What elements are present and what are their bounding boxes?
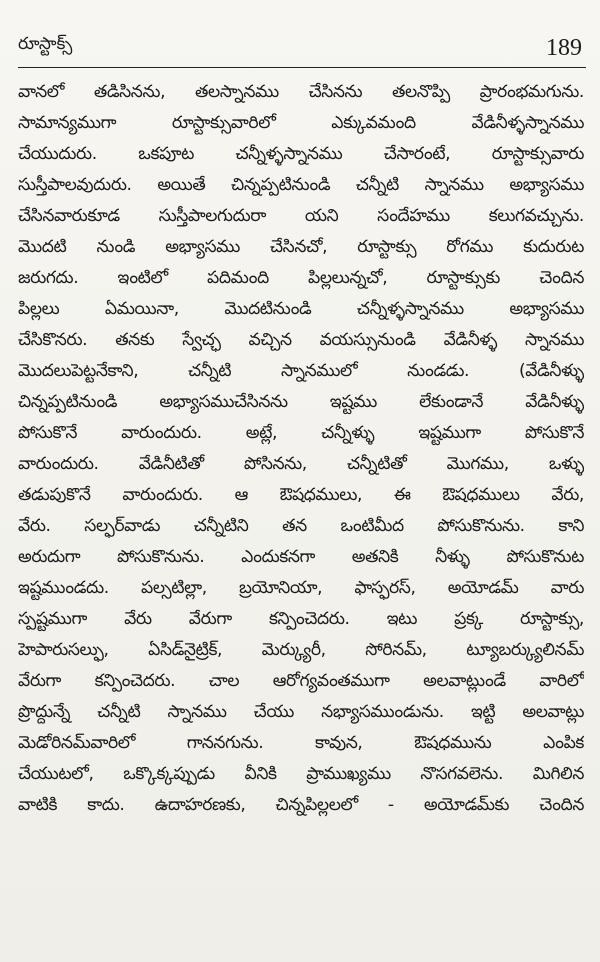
text-line: సామాన్యముగా రూస్టాక్సువారిలో ఎక్కువమంది వేడినీళ్ళస్నానము (18, 113, 584, 133)
text-line: వారుందురు. వేడినీటితో పోసినను, చన్నీటితో మొగము, ఒళ్ళు (18, 454, 584, 474)
text-line: జరుగదు. ఇంటిలో పదిమంది పిల్లలున్నచో, రూస్టాక్సుకు చెందిన (18, 268, 584, 288)
page-number: 189 (546, 35, 582, 61)
body-text (18, 77, 584, 821)
text-line: మెడోరినమ్‌వారిలో గాననగును. కావున, ఔషధమును ఎంపిక (18, 733, 584, 753)
text-line: అరుదుగా పోసుకొనును. ఎందుకనగా అతనికి నీళ్ళు పోసుకొనుట (18, 547, 584, 567)
text-line: మొదలుపెట్టనేకాని, చన్నీటి స్నానములో నుండడు. (వేడినీళ్ళు (18, 361, 584, 381)
text-line: ఇష్టముండదు. పల్సటిల్లా, బ్రయోనియా, ఫాస్ఫరస్, అయోడమ్ వారు (18, 578, 584, 598)
text-line: చేసికొనరు. తనకు స్వేచ్ఛ వచ్చిన వయస్సునుండి వేడినీళ్ళ స్నానము (18, 330, 584, 350)
text-line: మొదటి నుండి అభ్యాసము చేసినచో, రూస్టాక్సు రోగము కుదురుట (18, 237, 584, 257)
text-line: వేరుగా కన్పించెదరు. చాల ఆరోగ్యవంతముగా అలవాట్లుండే వారిలో (18, 671, 584, 691)
text-line: స్పష్టముగా వేరు వేరుగా కన్పించెదరు. ఇటు ప్రక్క రూస్టాక్సు, (18, 609, 584, 629)
text-line: చిన్నప్పటినుండి అభ్యాసముచేసినను ఇష్టము లేకుండానే వేడినీళ్ళు (18, 392, 584, 412)
text-line: తడుపుకొనే వారుందురు. ఆ ఔషధములు, ఈ ఔషధములు వేరు, (18, 485, 584, 505)
text-line: వాటికి కాదు. ఉదాహరణకు, చిన్నపిల్లలలో - అయోడమ్‌కు చెందిన (18, 795, 584, 815)
text-line: చేయుదురు. ఒకపూట చన్నీళ్ళస్నానము చేసారంటే, రూస్టాక్సువారు (18, 144, 584, 164)
text-line: సుస్తీపాలవుదురు. అయితే చిన్నప్పటినుండి చన్నీటి స్నానము అభ్యాసము (18, 175, 584, 195)
text-line: పోసుకొనే వారుందురు. అట్లే, చన్నీళ్ళు ఇష్టముగా పోసుకొనే (18, 423, 584, 443)
text-line: పిల్లలు ఏమయినా, మొదటినుండి చన్నీళ్ళస్నానము అభ్యాసము (18, 299, 584, 319)
text-line: వేరు. సల్ఫర్‌వాడు చన్నీటిని తన ఒంటిమీద పోసుకొనును. కాని (18, 516, 584, 536)
text-line: చేసినవారుకూడ సుస్తీపాలగుదురా యని సందేహము కలుగవచ్చును. (18, 206, 584, 226)
text-line: చేయుటలో, ఒక్కొక్కప్పుడు వీనికి ప్రాముఖ్యము నొసగవలెను. మిగిలిన (18, 764, 584, 784)
text-line: ప్రొద్దున్నే చన్నీటి స్నానము చేయు నభ్యాసముండును. ఇట్టి అలవాట్లు (18, 702, 584, 722)
text-line: వానలో తడిసినను, తలస్నానము చేసినను తలనొప్పి ప్రారంభమగును. (18, 82, 584, 102)
header-rule (18, 67, 586, 68)
running-title: రూస్టాక్స్ (18, 34, 73, 54)
text-line: హెపారుసల్ఫు, ఏసిడ్‌నైట్రిక్, మెర్క్యురీ, సోరినమ్, ట్యూబర్క్యులినమ్ (18, 640, 584, 660)
